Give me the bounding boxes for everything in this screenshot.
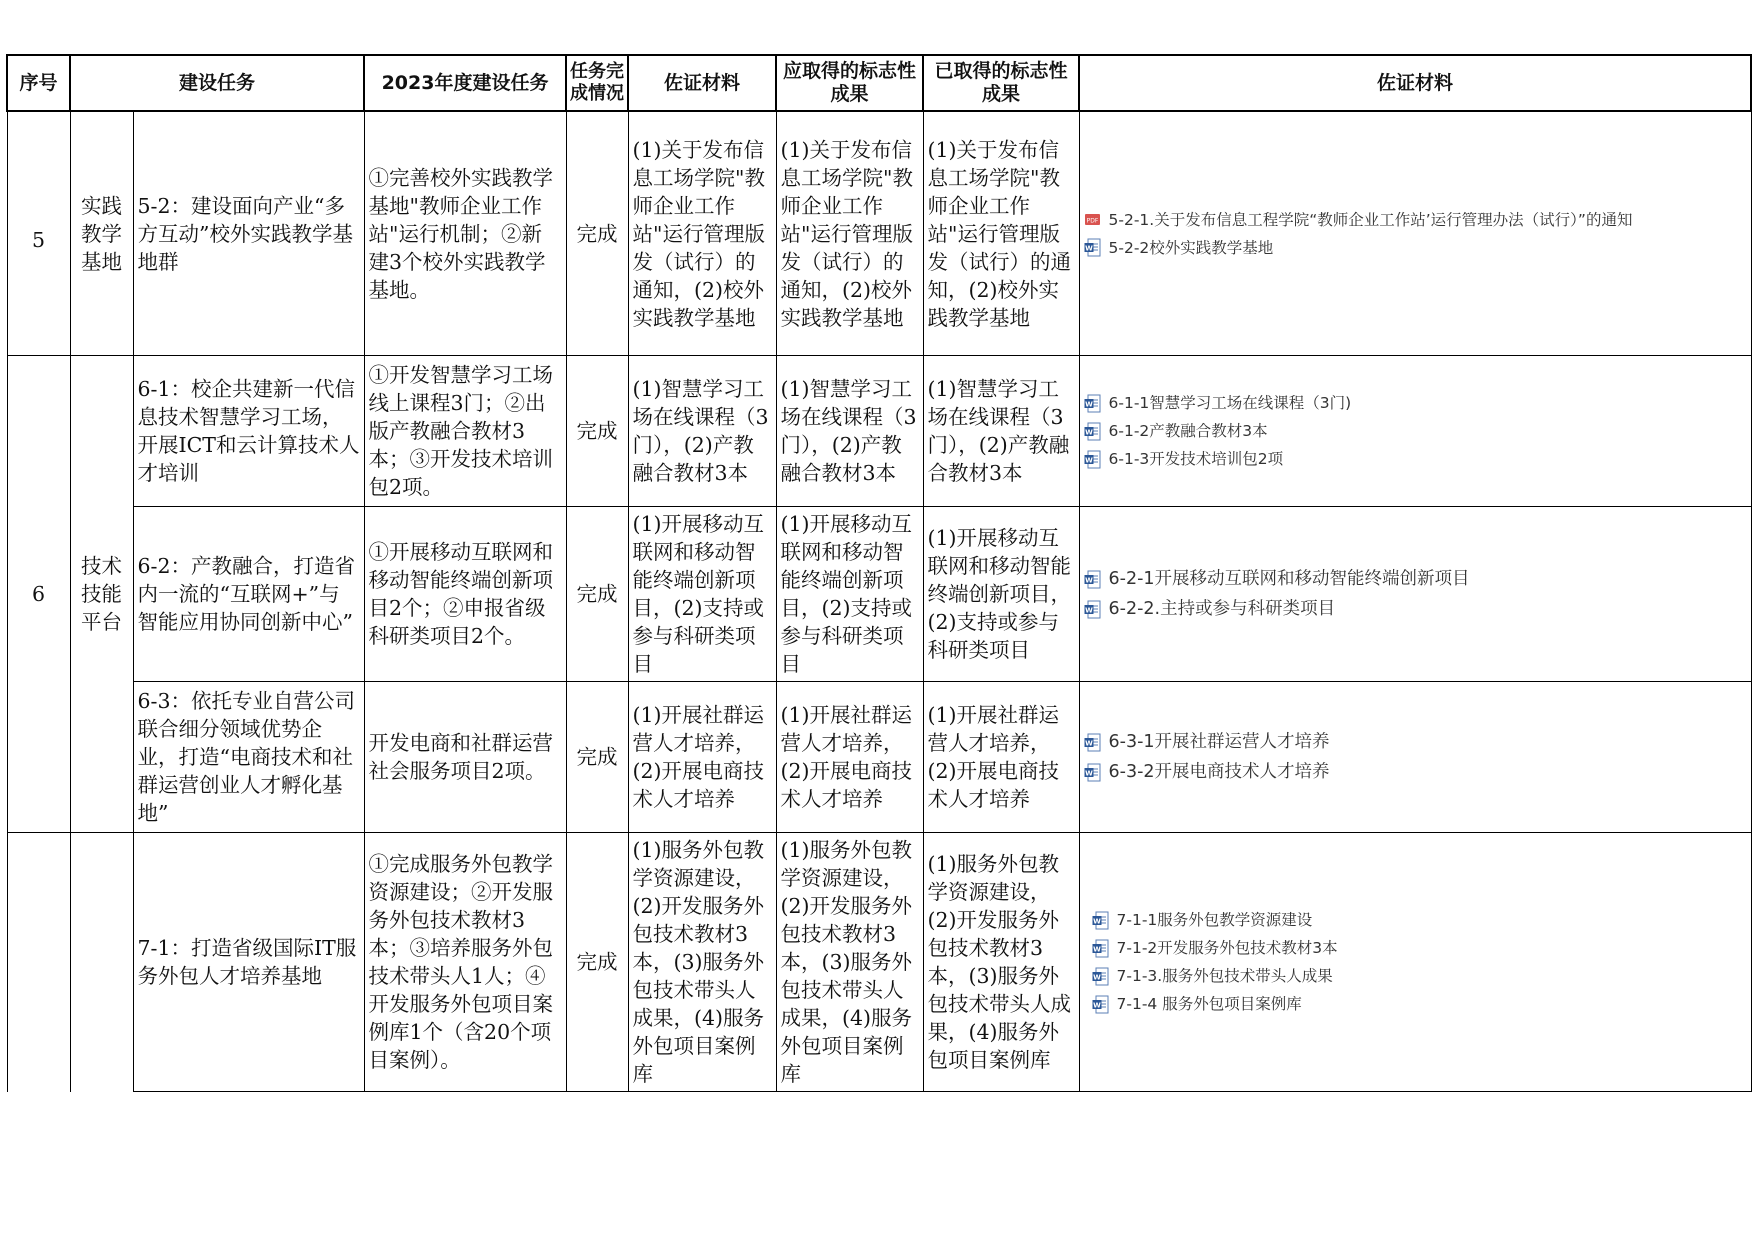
evidence-files-cell [1079, 833, 1751, 1092]
svg-text:PDF: PDF [1086, 217, 1098, 225]
achieved-cell: (1)智慧学习工场在线课程（3门），(2)产教融合教材3本 [923, 356, 1079, 507]
word-file-icon [1084, 600, 1101, 619]
word-file-icon [1084, 450, 1101, 469]
subtask-cell: 6-3：依托专业自营公司联合细分领域优势企业，打造“电商技术和社群运营创业人才孵化基地” [133, 682, 364, 833]
svg-text:W: W [1084, 399, 1093, 408]
svg-text:W: W [1092, 916, 1101, 925]
achieved-cell: (1)关于发布信息工场学院"教师企业工作站"运行管理版发（试行）的通知，(2)校外实践教学基地 [923, 111, 1079, 356]
svg-text:W: W [1084, 738, 1093, 747]
svg-text:W: W [1084, 768, 1093, 777]
expected-cell: (1)开展社群运营人才培养，(2)开展电商技术人才培养 [776, 682, 923, 833]
svg-text:W: W [1084, 575, 1093, 584]
word-file-icon [1092, 967, 1109, 986]
status-cell: 完成 [566, 833, 628, 1092]
achieved-cell: (1)服务外包教学资源建设，(2)开发服务外包技术教材3本，(3)服务外包技术带头人成果，(4)服务外包项目案例库 [923, 833, 1079, 1092]
evidence-file-link[interactable]: W 6-2-2.主持或参与科研类项目 [1084, 599, 1336, 619]
word-file-icon [1084, 238, 1101, 257]
subtask-cell: 6-1：校企共建新一代信息技术智慧学习工场，开展ICT和云计算技术人才培训 [133, 356, 364, 507]
achieved-cell: (1)开展移动互联网和移动智能终端创新项目，(2)支持或参与科研类项目 [923, 507, 1079, 682]
achieved-cell: (1)开展社群运营人才培养，(2)开展电商技术人才培养 [923, 682, 1079, 833]
word-file-icon [1084, 733, 1101, 752]
svg-text:W: W [1084, 455, 1093, 464]
word-file-icon [1084, 763, 1101, 782]
subtask-cell: 7-1：打造省级国际IT服务外包人才培养基地 [133, 833, 364, 1092]
header-task-2023: 2023年度建设任务 [364, 55, 566, 111]
word-file-icon [1092, 939, 1109, 958]
header-seq: 序号 [7, 55, 70, 111]
task-2023-cell: ①开发智慧学习工场线上课程3门；②出版产教融合教材3本；③开发技术培训包2项。 [364, 356, 566, 507]
seq-cell: 5 [7, 111, 70, 356]
status-cell: 完成 [566, 111, 628, 356]
evidence-file-link[interactable]: W 7-1-1服务外包教学资源建设 [1092, 911, 1313, 929]
status-cell: 完成 [566, 507, 628, 682]
task-2023-cell: ①完善校外实践教学基地"教师企业工作站"运行机制；②新建3个校外实践教学基地。 [364, 111, 566, 356]
evidence-cell: (1)关于发布信息工场学院"教师企业工作站"运行管理版发（试行）的通知，(2)校外实践教学基地 [628, 111, 776, 356]
construction-task-table [6, 54, 1752, 1092]
table-row [7, 833, 1751, 1092]
word-file-icon [1084, 570, 1101, 589]
evidence-files-cell [1079, 507, 1751, 682]
evidence-file-link[interactable]: W 6-1-1智慧学习工场在线课程（3门) [1084, 394, 1352, 412]
evidence-file-link[interactable]: W 6-3-2开展电商技术人才培养 [1084, 762, 1330, 782]
table-row [7, 111, 1751, 356]
category-cell: 技术技能平台 [70, 356, 133, 833]
evidence-file-link[interactable]: W 7-1-3.服务外包技术带头人成果 [1092, 967, 1333, 985]
header-evidence-files: 佐证材料 [1079, 55, 1751, 111]
svg-text:W: W [1084, 605, 1093, 614]
evidence-files-cell [1079, 682, 1751, 833]
evidence-cell: (1)智慧学习工场在线课程（3门），(2)产教融合教材3本 [628, 356, 776, 507]
svg-text:W: W [1084, 427, 1093, 436]
seq-cell: 6 [7, 356, 70, 833]
word-file-icon [1084, 422, 1101, 441]
header-task: 建设任务 [70, 55, 364, 111]
evidence-file-link[interactable]: W 6-2-1开展移动互联网和移动智能终端创新项目 [1084, 569, 1470, 589]
word-file-icon [1092, 911, 1109, 930]
expected-cell: (1)关于发布信息工场学院"教师企业工作站"运行管理版发（试行）的通知，(2)校外实践教学基地 [776, 111, 923, 356]
evidence-files-cell [1079, 356, 1751, 507]
expected-cell: (1)开展移动互联网和移动智能终端创新项目，(2)支持或参与科研类项目 [776, 507, 923, 682]
status-cell: 完成 [566, 682, 628, 833]
word-file-icon [1084, 394, 1101, 413]
table-row [7, 507, 1751, 682]
task-2023-cell: ①开展移动互联网和移动智能终端创新项目2个；②申报省级科研类项目2个。 [364, 507, 566, 682]
evidence-file-link[interactable]: W 6-3-1开展社群运营人才培养 [1084, 732, 1330, 752]
evidence-file-link[interactable]: W 6-1-2产教融合教材3本 [1084, 422, 1268, 440]
evidence-cell: (1)开展移动互联网和移动智能终端创新项目，(2)支持或参与科研类项目 [628, 507, 776, 682]
subtask-cell: 5-2：建设面向产业“多方互动”校外实践教学基地群 [133, 111, 364, 356]
table-row [7, 682, 1751, 833]
expected-cell: (1)服务外包教学资源建设，(2)开发服务外包技术教材3本，(3)服务外包技术带头人成果，(4)服务外包项目案例库 [776, 833, 923, 1092]
evidence-files-cell [1079, 111, 1751, 356]
header-achieved: 已取得的标志性成果 [923, 55, 1079, 111]
status-cell: 完成 [566, 356, 628, 507]
pdf-file-icon [1084, 210, 1101, 229]
word-file-icon [1092, 995, 1109, 1014]
evidence-file-link[interactable]: PDF 5-2-1.关于发布信息工程学院“教师企业工作站’运行管理办法（试行）”的通知 [1084, 206, 1747, 234]
subtask-cell: 6-2：产教融合，打造省内一流的“互联网+”与智能应用协同创新中心” [133, 507, 364, 682]
header-evidence: 佐证材料 [628, 55, 776, 111]
evidence-file-link[interactable]: W 7-1-4 服务外包项目案例库 [1092, 995, 1302, 1013]
category-cell: 实践教学基地 [70, 111, 133, 356]
evidence-cell: (1)开展社群运营人才培养，(2)开展电商技术人才培养 [628, 682, 776, 833]
expected-cell: (1)智慧学习工场在线课程（3门），(2)产教融合教材3本 [776, 356, 923, 507]
svg-text:W: W [1092, 1000, 1101, 1009]
header-row [7, 55, 1751, 111]
seq-cell [7, 833, 70, 1092]
header-status: 任务完成情况 [566, 55, 628, 111]
evidence-file-link[interactable]: W 7-1-2开发服务外包技术教材3本 [1092, 939, 1338, 957]
task-2023-cell: ①完成服务外包教学资源建设；②开发服务外包技术教材3本；③培养服务外包技术带头人1人；④开发服务外包项目案例库1个（含20个项目案例）。 [364, 833, 566, 1092]
svg-text:W: W [1092, 944, 1101, 953]
svg-text:W: W [1084, 244, 1093, 253]
header-expected: 应取得的标志性成果 [776, 55, 923, 111]
category-cell [70, 833, 133, 1092]
evidence-cell: (1)服务外包教学资源建设，(2)开发服务外包技术教材3本，(3)服务外包技术带头人成果，(4)服务外包项目案例库 [628, 833, 776, 1092]
task-2023-cell: 开发电商和社群运营社会服务项目2项。 [364, 682, 566, 833]
svg-text:W: W [1092, 972, 1101, 981]
evidence-file-link[interactable]: W 5-2-2校外实践教学基地 [1084, 238, 1274, 257]
table-row [7, 356, 1751, 507]
evidence-file-link[interactable]: W 6-1-3开发技术培训包2项 [1084, 450, 1284, 468]
